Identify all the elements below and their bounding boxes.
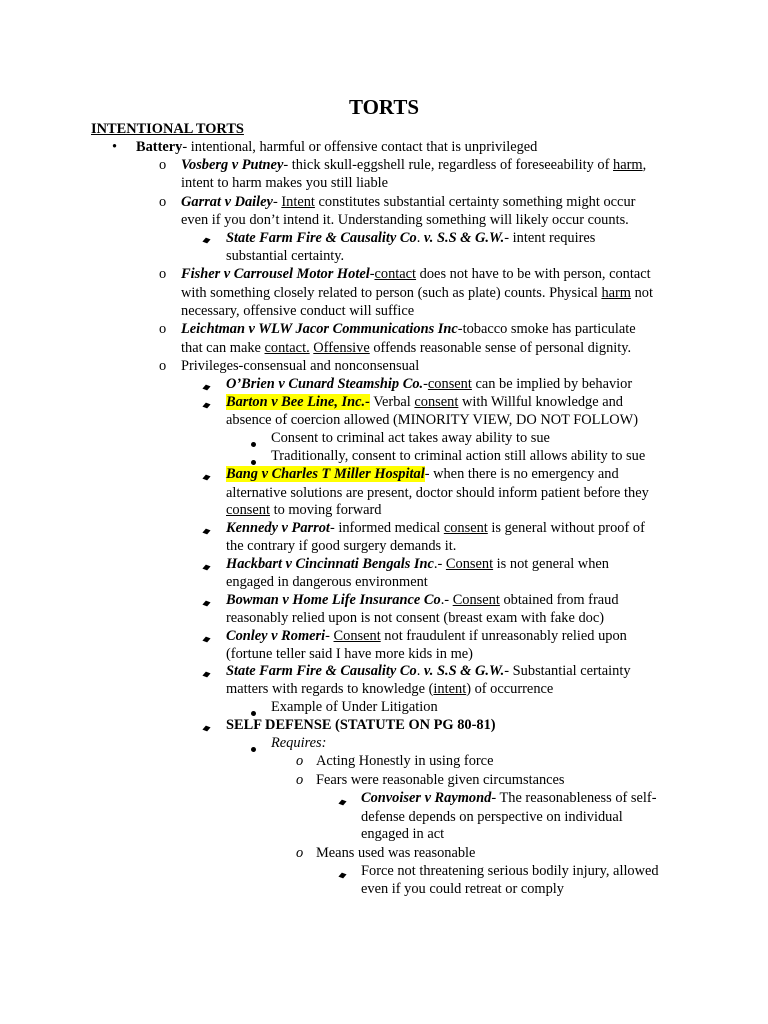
case-statefarm-1: State Farm Fire & Causality Co. v. S.S & G.W.- intent requires — [226, 230, 596, 246]
bullet-square — [340, 792, 345, 810]
privileges-heading: Privileges-consensual and nonconsensual — [181, 358, 420, 374]
case-vosberg-line2: intent to harm makes you still liable — [181, 175, 389, 191]
case-kennedy: Kennedy v Parrot- informed medical consent is general without proof of — [226, 520, 645, 536]
case-convoiser: Convoiser v Raymond- The reasonableness of self- — [361, 790, 657, 806]
case-vosberg: Vosberg v Putney- thick skull-eggshell rule, regardless of foreseeability of harm, — [181, 157, 647, 173]
case-bowman: Bowman v Home Life Insurance Co.- Consent obtained from fraud — [226, 592, 619, 608]
case-fisher-line3: necessary, offensive conduct will suffice — [181, 303, 415, 319]
case-bowman-line2: reasonably relied upon is not consent (breast exam with fake doc) — [226, 610, 605, 626]
bullet-o: o — [296, 772, 304, 788]
requires-label: Requires: — [271, 735, 327, 751]
case-bang: Bang v Charles T Miller Hospital- when there is no emergency and — [226, 466, 619, 482]
case-garrat: Garrat v Dailey- Intent constitutes substantial certainty something might occur — [181, 194, 636, 210]
case-hackbart-line2: engaged in dangerous environment — [226, 574, 428, 590]
case-bang-line2: alternative solutions are present, doctor should inform patient before they — [226, 485, 649, 501]
section-heading: INTENTIONAL TORTS — [91, 121, 244, 137]
bullet-o: o — [159, 358, 167, 374]
case-convoiser-line3: engaged in act — [361, 826, 445, 842]
case-convoiser-line2: defense depends on perspective on individual — [361, 809, 623, 825]
bullet-dot: • — [112, 139, 118, 155]
case-barton-line2: absence of coercion allowed (MINORITY VIEW, DO NOT FOLLOW) — [226, 412, 639, 428]
case-conley-line2: (fortune teller said I have more kids in me) — [226, 646, 473, 662]
requirement-3: Means used was reasonable — [316, 845, 476, 861]
case-leichtman-line2: that can make contact. Offensive offends reasonable sense of personal dignity. — [181, 340, 632, 356]
case-conley: Conley v Romeri- Consent not fraudulent if unreasonably relied upon — [226, 628, 627, 644]
case-kennedy-line2: the contrary if good surgery demands it. — [226, 538, 457, 554]
barton-sub-1: Consent to criminal act takes away ability to sue — [271, 430, 550, 446]
bullet-square — [204, 467, 209, 485]
bullet-dot-small — [251, 434, 256, 452]
bullet-o: o — [159, 194, 167, 210]
self-defense-heading: SELF DEFENSE (STATUTE ON PG 80-81) — [226, 717, 496, 733]
requirement-2: Fears were reasonable given circumstances — [316, 772, 565, 788]
bullet-square — [204, 395, 209, 413]
litigation-item: Example of Under Litigation — [271, 699, 438, 715]
bullet-o: o — [159, 157, 167, 173]
bullet-square — [204, 521, 209, 539]
barton-sub-2: Traditionally, consent to criminal action still allows ability to sue — [271, 448, 646, 464]
bullet-dot-small — [251, 739, 256, 757]
bullet-o: o — [159, 321, 167, 337]
battery-item: Battery- intentional, harmful or offensive contact that is unprivileged — [136, 139, 538, 155]
case-fisher-line2: with something closely related to person (such as plate) counts. Physical harm not — [181, 285, 654, 301]
case-bang-line3: consent to moving forward — [226, 502, 382, 518]
requirement-1: Acting Honestly in using force — [316, 753, 494, 769]
case-statefarm-2-line2: matters with regards to knowledge (intent) of occurrence — [226, 681, 554, 697]
case-garrat-line2: even if you don’t intend it. Understanding something will likely occur counts. — [181, 212, 629, 228]
bullet-square — [204, 230, 209, 248]
bullet-square — [204, 718, 209, 736]
bullet-square — [204, 664, 209, 682]
case-statefarm-1-line2: substantial certainty. — [226, 248, 345, 264]
case-hackbart: Hackbart v Cincinnati Bengals Inc.- Consent is not general when — [226, 556, 609, 572]
case-fisher: Fisher v Carrousel Motor Hotel-contact does not have to be with person, contact — [181, 266, 651, 282]
bullet-square — [204, 557, 209, 575]
case-obrien: O’Brien v Cunard Steamship Co.-consent can be implied by behavior — [226, 376, 633, 392]
bullet-o: o — [296, 845, 304, 861]
page-title: TORTS — [348, 95, 420, 119]
case-leichtman: Leichtman v WLW Jacor Communications Inc-tobacco smoke has particulate — [181, 321, 636, 337]
bullet-square — [340, 865, 345, 883]
bullet-o: o — [159, 266, 167, 282]
case-statefarm-2: State Farm Fire & Causality Co. v. S.S & G.W.- Substantial certainty — [226, 663, 631, 679]
bullet-square — [204, 629, 209, 647]
force-item-line2: even if you could retreat or comply — [361, 881, 564, 897]
case-barton: Barton v Bee Line, Inc.- Verbal consent with Willful knowledge and — [226, 394, 623, 410]
bullet-o: o — [296, 753, 304, 769]
bullet-square — [204, 593, 209, 611]
bullet-square — [204, 377, 209, 395]
force-item: Force not threatening serious bodily injury, allowed — [361, 863, 659, 879]
